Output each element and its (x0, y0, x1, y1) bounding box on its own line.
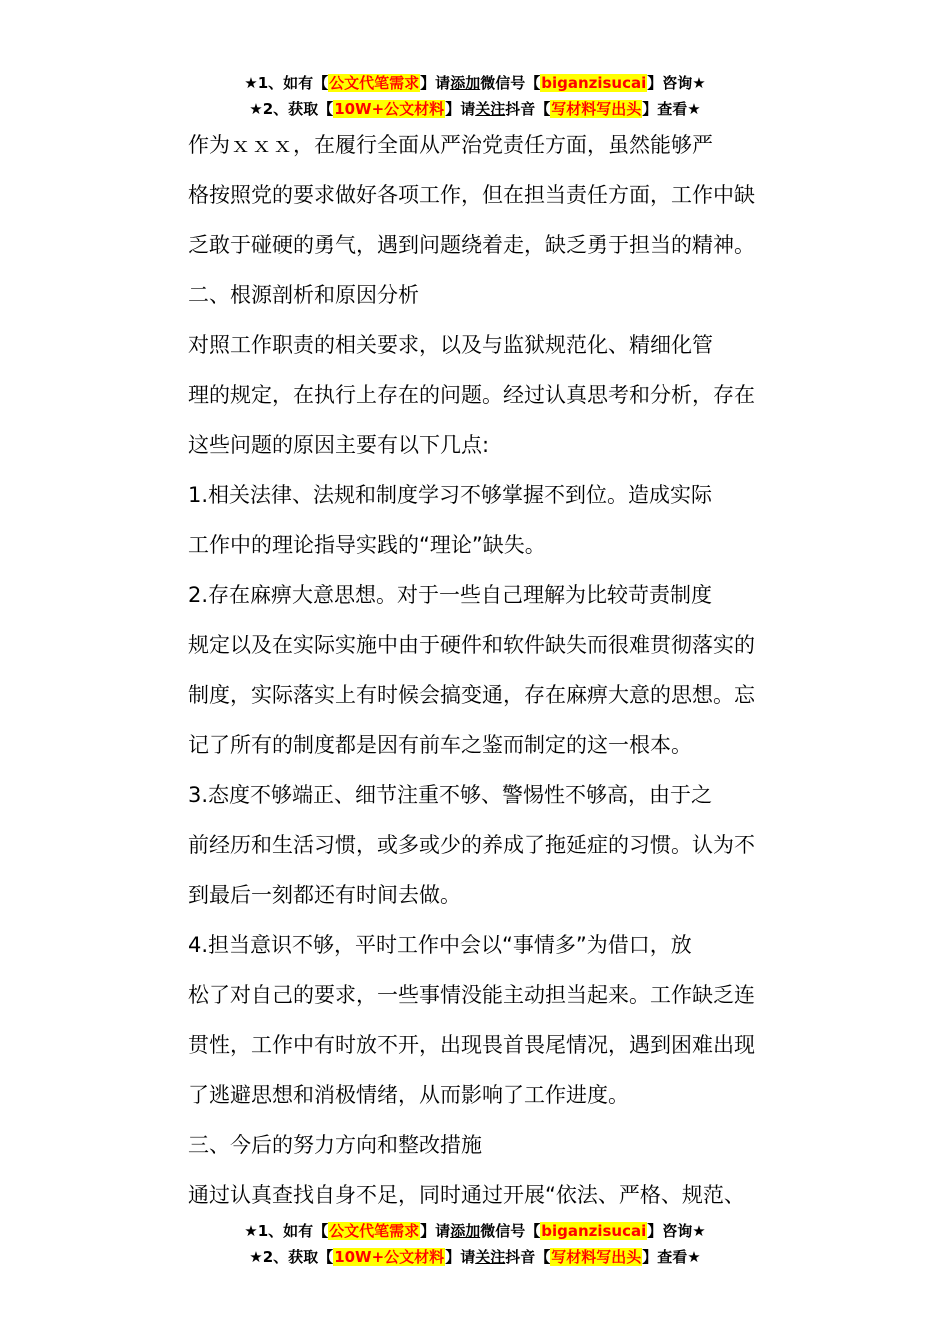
body-line: 前经历和生活习惯，或多或少的养成了拖延症的习惯。认为不 (188, 833, 755, 857)
highlight-wechat-id: biganzisucai (541, 74, 647, 92)
body-line: 4.担当意识不够，平时工作中会以“事情多”为借口，放 (188, 933, 692, 957)
body-line: 贯性，工作中有时放不开，出现畏首畏尾情况，遇到困难出现 (188, 1033, 755, 1057)
banner-text: ★1、如有【 (244, 74, 329, 92)
banner-text: 】请 (420, 1222, 451, 1240)
body-line: 作为ｘｘｘ，在履行全面从严治党责任方面，虽然能够严 (188, 133, 713, 157)
body-line: 工作中的理论指导实践的“理论”缺失。 (188, 533, 546, 557)
banner-text: 】请 (445, 100, 476, 118)
banner-text: ★2、获取【 (249, 100, 334, 118)
highlight-service: 公文代笔需求 (329, 1222, 420, 1240)
banner-text: 】咨询★ (647, 1222, 706, 1240)
document-body (188, 120, 798, 1220)
body-line: 乏敢于碰硬的勇气，遇到问题绕着走，缺乏勇于担当的精神。 (188, 233, 755, 257)
banner-text: 抖音【 (505, 1248, 551, 1266)
body-line: 2.存在麻痹大意思想。对于一些自己理解为比较苛责制度 (188, 583, 713, 607)
section-heading: 三、今后的努力方向和整改措施 (188, 1133, 482, 1157)
banner-line-2 (0, 1244, 950, 1270)
body-line: 通过认真查找自身不足，同时通过开展“依法、严格、规范、 (188, 1183, 745, 1207)
top-banner (0, 70, 950, 122)
banner-line-1 (0, 1218, 950, 1244)
banner-line-2 (0, 96, 950, 122)
banner-text: 】请 (445, 1248, 476, 1266)
body-line: 制度，实际落实上有时候会搞变通，存在麻痹大意的思想。忘 (188, 683, 755, 707)
underlined-text: 关注 (475, 1248, 506, 1266)
body-line: 松了对自己的要求，一些事情没能主动担当起来。工作缺乏连 (188, 983, 755, 1007)
underlined-text: 关注 (475, 100, 506, 118)
banner-text: 】请 (420, 74, 451, 92)
underlined-text: 添加 (450, 74, 481, 92)
body-line: 格按照党的要求做好各项工作，但在担当责任方面，工作中缺 (188, 183, 755, 207)
highlight-materials: 10W+公文材料 (334, 100, 445, 118)
banner-text: 】查看★ (642, 100, 701, 118)
body-line: 3.态度不够端正、细节注重不够、警惕性不够高，由于之 (188, 783, 713, 807)
banner-text: 】咨询★ (647, 74, 706, 92)
banner-text: 】查看★ (642, 1248, 701, 1266)
body-line: 理的规定，在执行上存在的问题。经过认真思考和分析，存在 (188, 383, 755, 407)
body-line: 对照工作职责的相关要求，以及与监狱规范化、精细化管 (188, 333, 713, 357)
body-line: 到最后一刻都还有时间去做。 (188, 883, 461, 907)
body-line: 1.相关法律、法规和制度学习不够掌握不到位。造成实际 (188, 483, 713, 507)
highlight-wechat-id: biganzisucai (541, 1222, 647, 1240)
highlight-materials: 10W+公文材料 (334, 1248, 445, 1266)
banner-line-1 (0, 70, 950, 96)
underlined-text: 添加 (450, 1222, 481, 1240)
section-heading: 二、根源剖析和原因分析 (188, 283, 419, 307)
banner-text: 微信号【 (480, 1222, 541, 1240)
highlight-service: 公文代笔需求 (329, 74, 420, 92)
banner-text: ★1、如有【 (244, 1222, 329, 1240)
banner-text: ★2、获取【 (249, 1248, 334, 1266)
bottom-banner (0, 1218, 950, 1270)
body-line: 记了所有的制度都是因有前车之鉴而制定的这一根本。 (188, 733, 692, 757)
banner-text: 微信号【 (480, 74, 541, 92)
highlight-douyin-name: 写材料写出头 (551, 1248, 642, 1266)
body-line: 了逃避思想和消极情绪，从而影响了工作进度。 (188, 1083, 629, 1107)
highlight-douyin-name: 写材料写出头 (551, 100, 642, 118)
body-line: 规定以及在实际实施中由于硬件和软件缺失而很难贯彻落实的 (188, 633, 755, 657)
banner-text: 抖音【 (505, 100, 551, 118)
body-line: 这些问题的原因主要有以下几点: (188, 433, 490, 457)
